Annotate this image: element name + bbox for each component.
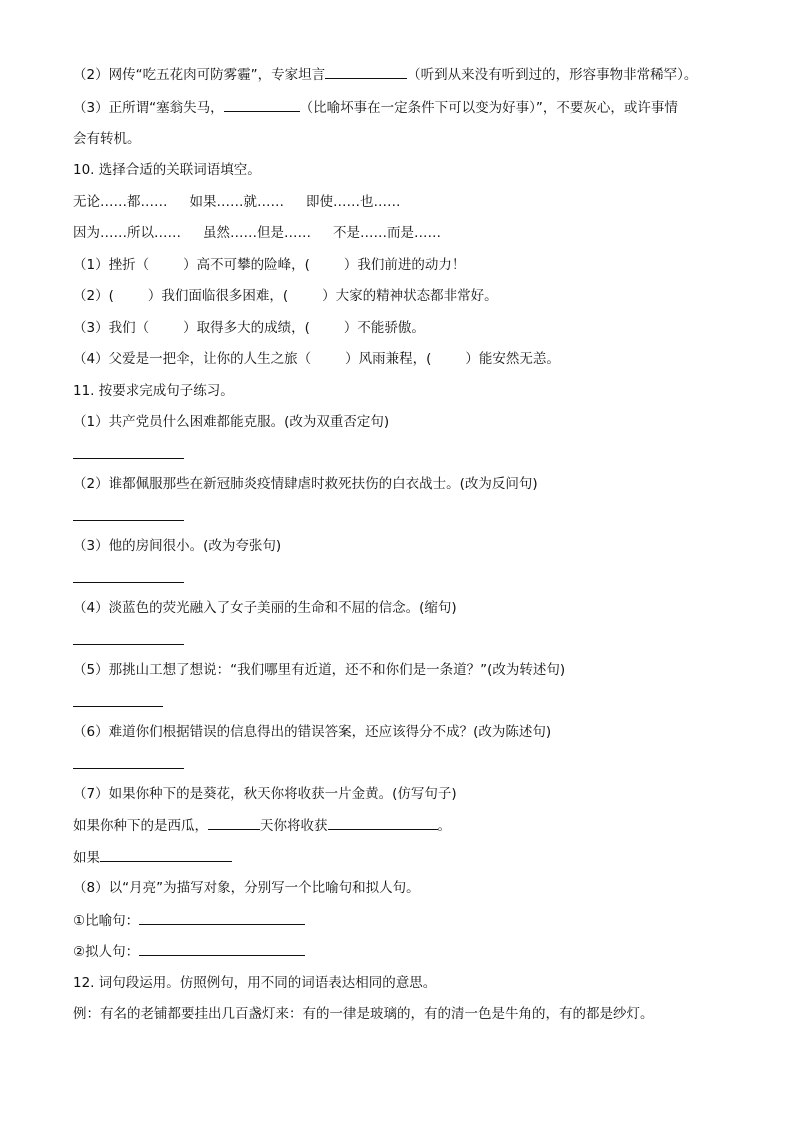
q10-item-1-text-a: （1）挫折（ <box>73 257 150 273</box>
q10-item-1-text-b: ）高不可攀的险峰，( <box>183 257 310 273</box>
q11-item-7-blank-3[interactable] <box>100 847 232 862</box>
q11-item-7-blank-1[interactable] <box>208 815 260 830</box>
q10-option-1: 无论……都…… <box>73 194 168 210</box>
q11-item-8-personification <box>73 941 305 962</box>
q10-options-row2 <box>73 223 441 243</box>
q9-item2-text-b: （听到从来没有听到过的，形容事物非常稀罕）。 <box>407 67 698 83</box>
q10-item-2-text-c: ）大家的精神状态都非常好。 <box>322 288 498 304</box>
q9-item2-blank[interactable] <box>325 64 407 79</box>
q11-answer-line-5[interactable] <box>73 706 163 707</box>
q12-title: 12. 词句段运用。仿照例句，用不同的词语表达相同的意思。 <box>73 975 437 991</box>
q10-item-4-text-c: ）能安然无恙。 <box>465 351 560 367</box>
q10-item-4-text-b: ）风雨兼程，( <box>345 351 432 367</box>
q10-item-3 <box>73 318 425 338</box>
q10-item-1-text-c: ）我们前进的动力！ <box>343 257 466 273</box>
q10-item-4-text-a: （4）父爱是一把伞，让你的人生之旅（ <box>73 351 312 367</box>
q11-item-6: （6）难道你们根据错误的信息得出的错误答案，还应该得分不成？(改为陈述句) <box>73 724 552 740</box>
q9-item3-text-b: （比喻坏事在一定条件下可以变为好事）”，不要灰心，或许事情 <box>299 100 678 116</box>
q11-title: 11. 按要求完成句子练习。 <box>73 383 234 399</box>
q11-item-7-blank-2[interactable] <box>328 815 438 830</box>
q10-option-3: 即使……也…… <box>306 194 401 210</box>
q11-item-7-line-2 <box>73 847 232 868</box>
q11-item-8-personification-blank[interactable] <box>139 941 305 956</box>
q11-item-7-prompt: （7）如果你种下的是葵花，秋天你将收获一片金黄。(仿写句子) <box>73 786 457 802</box>
q10-item-2-text-b: ）我们面临很多困难，( <box>147 288 289 304</box>
q9-item3-cont: 会有转机。 <box>73 131 141 147</box>
q11-item-2: （2）谁都佩服那些在新冠肺炎疫情肆虐时救死扶伤的白衣战士。(改为反问句) <box>73 476 538 492</box>
q10-option-5: 虽然……但是…… <box>203 225 311 241</box>
q10-item-2 <box>73 286 498 306</box>
q11-item-5: （5）那挑山工想了想说：“我们哪里有近道，还不和你们是一条道？”(改为转述句) <box>73 662 566 678</box>
q11-item-7-text-a: 如果你种下的是西瓜， <box>73 818 208 834</box>
q11-answer-line-1[interactable] <box>73 458 184 459</box>
q11-item-1: （1）共产党员什么困难都能克服。(改为双重否定句) <box>73 414 390 430</box>
q11-answer-line-3[interactable] <box>73 582 184 583</box>
q11-item-7-text-d: 如果 <box>73 850 100 866</box>
q10-options-row1 <box>73 192 401 212</box>
q11-item-8-simile-label: ①比喻句： <box>73 913 140 929</box>
q11-answer-line-6[interactable] <box>73 768 184 769</box>
q11-item-4: （4）淡蓝色的荧光融入了女子美丽的生命和不屈的信念。(缩句) <box>73 600 457 616</box>
q10-item-4 <box>73 349 560 369</box>
q9-item2-text-a: （2）网传“吃五花肉可防雾霾”，专家坦言 <box>73 67 326 83</box>
q12-example: 例：有名的老铺都要挂出几百盏灯来：有的一律是玻璃的，有的清一色是牛角的，有的都是纱灯。 <box>73 1006 654 1022</box>
q11-item-7-text-c: 。 <box>437 818 451 834</box>
q10-option-2: 如果……就…… <box>189 194 284 210</box>
q10-item-1 <box>73 255 465 275</box>
q11-item-7-line-1 <box>73 815 451 836</box>
q11-item-8-personification-label: ②拟人句： <box>73 944 140 960</box>
q10-title: 10. 选择合适的关联词语填空。 <box>73 162 261 178</box>
q9-item3-blank[interactable] <box>224 97 300 112</box>
q11-item-8-simile-blank[interactable] <box>139 910 305 925</box>
q11-item-3: （3）他的房间很小。(改为夸张句) <box>73 538 282 554</box>
q11-answer-line-2[interactable] <box>73 520 184 521</box>
q10-option-6: 不是……而是…… <box>333 225 441 241</box>
q10-item-3-text-a: （3）我们（ <box>73 320 150 336</box>
q9-item2 <box>73 64 697 85</box>
q11-item-8-prompt: （8）以“月亮”为描写对象，分别写一个比喻句和拟人句。 <box>73 880 420 896</box>
q10-item-3-text-b: ）取得多大的成绩，( <box>183 320 310 336</box>
q11-item-8-simile <box>73 910 305 931</box>
q10-item-2-text-a: （2）( <box>73 288 114 304</box>
q9-item3 <box>73 97 678 118</box>
q10-option-4: 因为……所以…… <box>73 225 181 241</box>
q11-answer-line-4[interactable] <box>73 644 184 645</box>
q10-item-3-text-c: ）不能骄傲。 <box>343 320 425 336</box>
q9-item3-text-a: （3）正所谓“塞翁失马， <box>73 100 224 116</box>
q11-item-7-text-b: 天你将收获 <box>260 818 328 834</box>
